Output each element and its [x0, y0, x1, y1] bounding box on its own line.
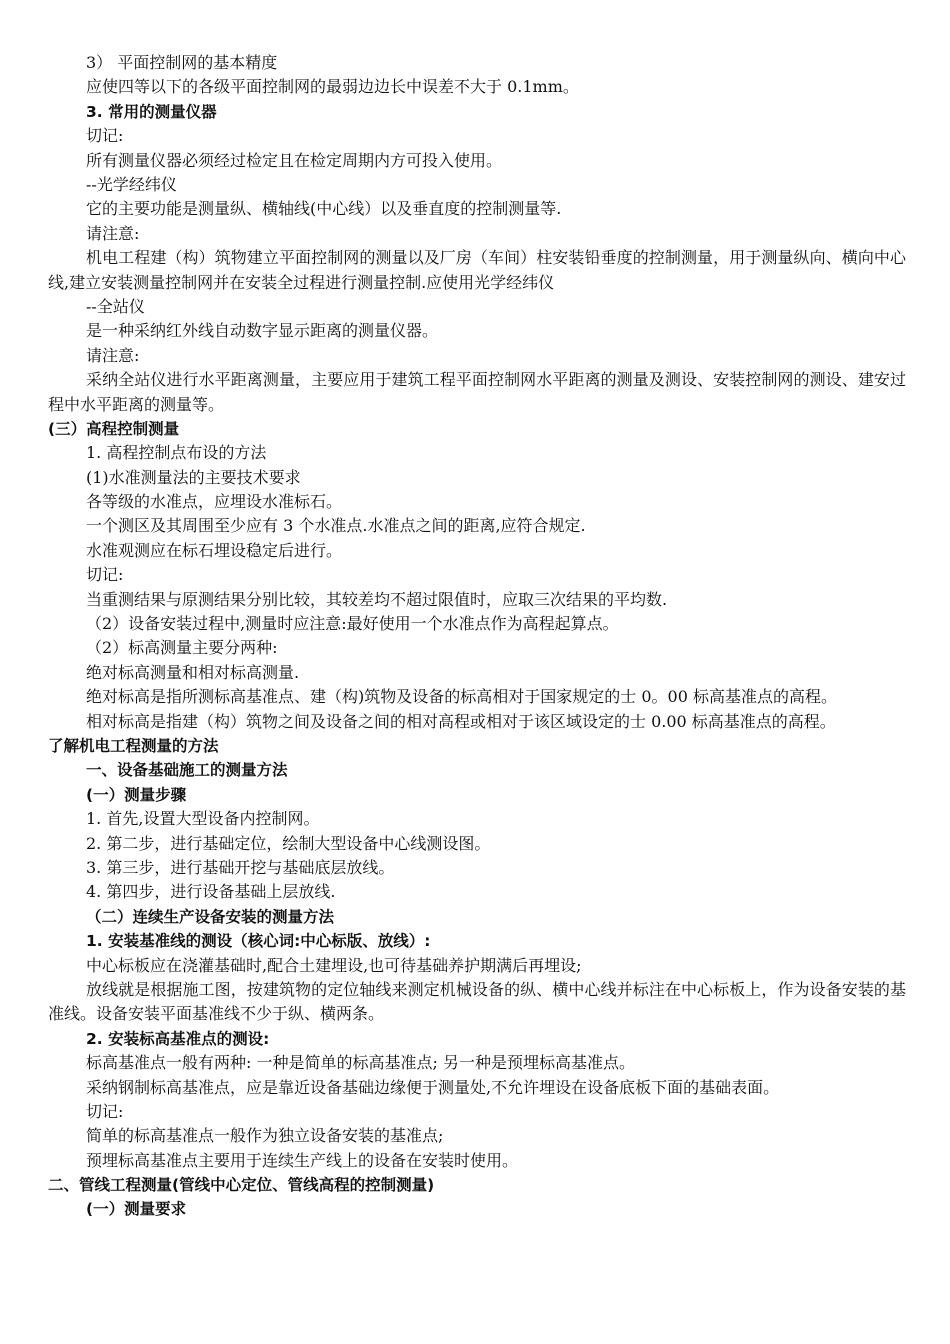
paragraph-line: 1. 高程控制点布设的方法 [86, 443, 267, 463]
paragraph-line: 它的主要功能是测量纵、横轴线(中心线）以及垂直度的控制测量等. [86, 199, 562, 219]
paragraph-line: (1)水准测量法的主要技术要求 [86, 467, 301, 487]
document-body [48, 51, 906, 1222]
section-heading: (三）高程控制测量 [48, 419, 180, 438]
paragraph-line: 4. 第四步，进行设备基础上层放线. [86, 882, 336, 902]
paragraph-line: 预埋标高基准点主要用于连续生产线上的设备在安装时使用。 [86, 1150, 519, 1170]
paragraph-line: 2. 第二步，进行基础定位，绘制大型设备中心线测设图。 [86, 833, 491, 853]
section-heading: 1. 安装基准线的测设（核心词:中心标版、放线）: [86, 932, 431, 951]
paragraph-line: 请注意: [86, 345, 140, 365]
paragraph-line: 应使四等以下的各级平面控制网的最弱边边长中误差不大于 0.1mm。 [86, 77, 579, 97]
paragraph-line: --全站仪 [86, 296, 145, 316]
section-heading: 二、管线工程测量(管线中心定位、管线高程的控制测量) [48, 1176, 435, 1195]
paragraph-line: 简单的标高基准点一般作为独立设备安装的基准点; [86, 1126, 444, 1146]
section-heading: 2. 安装标高基准点的测设: [86, 1029, 270, 1048]
section-heading: (一）测量要求 [86, 1200, 187, 1219]
paragraph-line: 切记: [86, 1101, 124, 1121]
paragraph-line: 所有测量仪器必须经过检定且在检定周期内方可投入使用。 [86, 150, 503, 170]
paragraph-line: 绝对标高测量和相对标高测量. [86, 662, 300, 682]
paragraph-line: 请注意: [86, 223, 140, 243]
paragraph-line: 机电工程建（构）筑物建立平面控制网的测量以及厂房（车间）柱安装铅垂度的控制测量，用于测量纵向、横向中心线,建立安装测量控制网并在安装全过程进行测量控制.应使用光学经纬仪 [48, 248, 906, 292]
paragraph-line: 3） 平面控制网的基本精度 [86, 53, 278, 72]
paragraph-line: 水准观测应在标石埋设稳定后进行。 [86, 540, 343, 560]
paragraph-line: 相对标高是指建（构）筑物之间及设备之间的相对高程或相对于该区域设定的士 0.00 标高基准点的高程。 [86, 711, 836, 731]
paragraph-line: 标高基准点一般有两种: 一种是简单的标高基准点; 另一种是预埋标高基准点。 [86, 1053, 635, 1073]
paragraph-line: 一个测区及其周围至少应有 3 个水准点.水准点之间的距离,应符合规定. [86, 516, 586, 536]
section-heading: 了解机电工程测量的方法 [48, 737, 219, 756]
section-heading: 一、设备基础施工的测量方法 [86, 761, 288, 780]
section-heading: 3. 常用的测量仪器 [86, 102, 217, 121]
paragraph-line: 切记: [86, 126, 124, 146]
paragraph-line: --光学经纬仪 [86, 174, 177, 194]
paragraph-line: 各等级的水准点，应埋设水准标石。 [86, 492, 343, 512]
paragraph-line: （2）设备安装过程中,测量时应注意:最好使用一个水准点作为高程起算点。 [86, 614, 619, 634]
paragraph-line: 是一种采纳红外线自动数字显示距离的测量仪器。 [86, 321, 439, 341]
paragraph-line: 采纳全站仪进行水平距离测量，主要应用于建筑工程平面控制网水平距离的测量及测设、安装控制网的测设、建安过程中水平距离的测量等。 [48, 370, 906, 414]
paragraph-line: 当重测结果与原测结果分别比较，其较差均不超过限值时，应取三次结果的平均数. [86, 589, 668, 609]
paragraph-line: 采纳钢制标高基准点，应是靠近设备基础边缘便于测量处,不允许埋设在设备底板下面的基础表面。 [86, 1077, 780, 1097]
paragraph-line: 放线就是根据施工图，按建筑物的定位轴线来测定机械设备的纵、横中心线并标注在中心标板上，作为设备安装的基准线。设备安装平面基准线不少于纵、横两条。 [48, 979, 906, 1024]
paragraph-line: （2）标高测量主要分两种: [86, 638, 278, 658]
section-heading: （二）连续生产设备安装的测量方法 [86, 907, 335, 926]
paragraph-line: 绝对标高是指所测标高基准点、建（构)筑物及设备的标高相对于国家规定的士 0。00 标高基准点的高程。 [86, 687, 837, 707]
paragraph-line: 3. 第三步，进行基础开挖与基础底层放线。 [86, 857, 395, 877]
section-heading: (一）测量步骤 [86, 785, 187, 804]
paragraph-line: 1. 首先,设置大型设备内控制网。 [86, 809, 320, 829]
paragraph-line: 切记: [86, 565, 124, 585]
paragraph-line: 中心标板应在浇灌基础时,配合土建埋设,也可待基础养护期满后再埋设; [86, 955, 582, 975]
